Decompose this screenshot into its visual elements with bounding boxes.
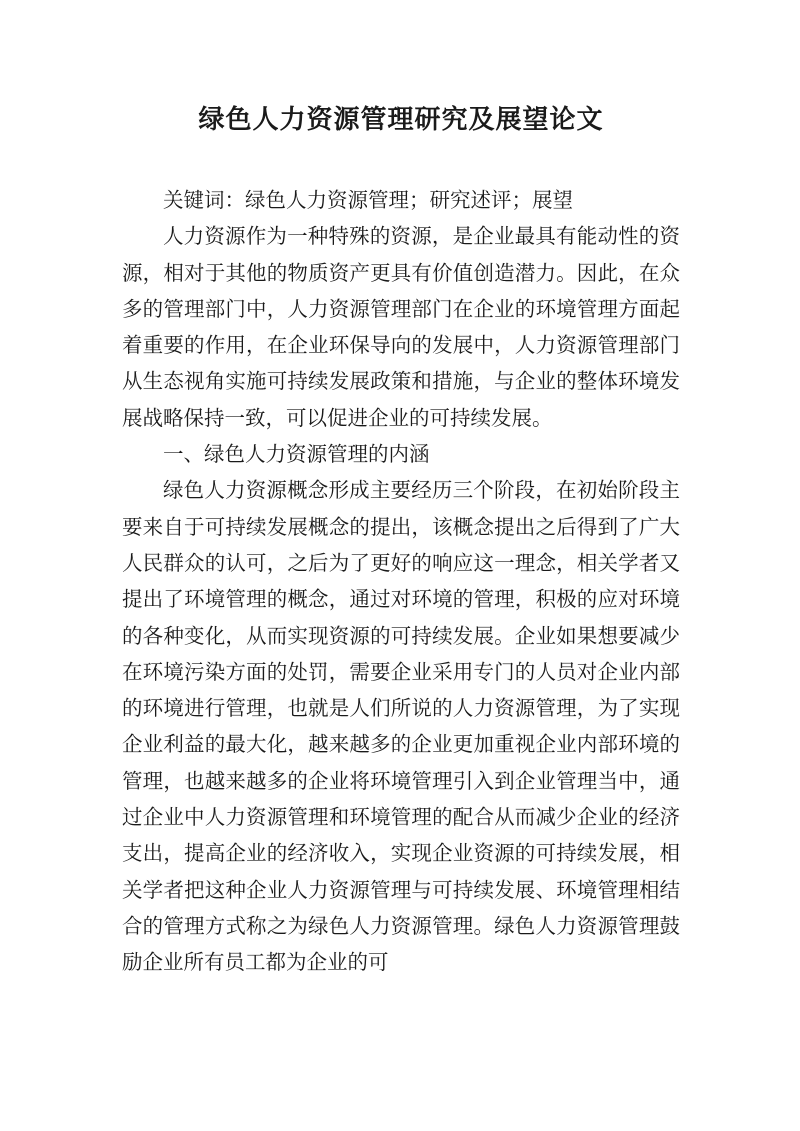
paragraph-body: 绿色人力资源概念形成主要经历三个阶段，在初始阶段主要来自于可持续发展概念的提出，该概念提出之后得到了广大人民群众的认可，之后为了更好的响应这一理念，相关学者又提出了环境管理的概念，通过对环境的管理，积极的应对环境的各种变化，从而实现资源的可持续发展。企业如果想要减少在环境污染方面的处罚，需要企业采用专门的人员对企业内部的环境进行管理，也就是人们所说的人力资源管理，为了实现企业利益的最大化，越来越多的企业更加重视企业内部环境的管理，也越来越多的企业将环境管理引入到企业管理当中，通过企业中人力资源管理和环境管理的配合从而减少企业的经济支出，提高企业的经济收入，实现企业资源的可持续发展，相关学者把这种企业人力资源管理与可持续发展、环境管理相结合的管理方式称之为绿色人力资源管理。绿色人力资源管理鼓励企业所有员工都为企业的可 — [122, 478, 680, 975]
document-body — [122, 182, 680, 981]
document-title: 绿色人力资源管理研究及展望论文 — [198, 105, 604, 135]
keywords-line: 关键词：绿色人力资源管理；研究述评；展望 — [163, 188, 573, 212]
section-heading: 一、绿色人力资源管理的内涵 — [163, 442, 430, 467]
paragraph-intro: 人力资源作为一种特殊的资源，是企业最具有能动性的资源，相对于其他的物质资产更具有价值创造潜力。因此，在众多的管理部门中，人力资源管理部门在企业的环境管理方面起着重要的作用，在企业环保导向的发展中，人力资源管理部门从生态视角实施可持续发展政策和措施，与企业的整体环境发展战略保持一致，可以促进企业的可持续发展。 — [122, 224, 680, 430]
